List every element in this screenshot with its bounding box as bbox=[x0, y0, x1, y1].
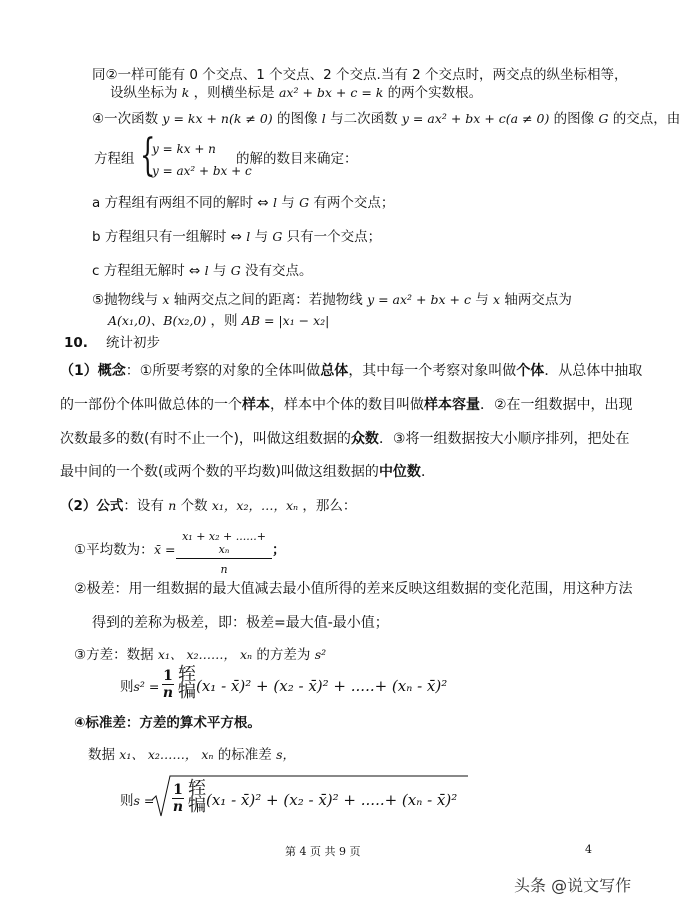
term-median: 中位数 bbox=[378, 464, 421, 480]
math-variance-lhs: s² = bbox=[133, 679, 160, 694]
text-line bbox=[92, 291, 572, 309]
left-brace: { bbox=[140, 130, 156, 181]
text-line: 的解的数目来确定： bbox=[236, 151, 358, 167]
text-fragment: ，其中每一个考察对象叫做 bbox=[348, 363, 517, 379]
text-fragment: ：①所要考察的对象的全体叫做 bbox=[125, 363, 321, 379]
math-n: n bbox=[168, 498, 177, 513]
math-std-lhs: s = bbox=[133, 793, 155, 808]
mean-numerator: x₁ + x₂ + ......+ xₙ bbox=[176, 530, 272, 559]
text-fragment: ．②在一组数据中，出现 bbox=[480, 397, 633, 413]
text-fragment: ，样本中个体的数目叫做 bbox=[270, 397, 424, 413]
text-line bbox=[108, 312, 329, 330]
text-fragment: ，则 bbox=[210, 313, 238, 329]
term-n: + .....+ (xₙ - x̄)² bbox=[343, 791, 458, 809]
garbled-bracket bbox=[188, 780, 206, 814]
text-fragment: ，则横坐标是 bbox=[193, 85, 275, 101]
math-parabola: y = ax² + bx + c bbox=[367, 292, 471, 307]
math-G: G bbox=[598, 111, 609, 126]
math-linear-function: y = kx + n(k ≠ 0) bbox=[162, 111, 273, 126]
text-fragment: 则 bbox=[120, 793, 134, 809]
term-n: + .....+ (xₙ - x̄)² bbox=[333, 677, 448, 695]
fraction-one-over-n bbox=[162, 668, 174, 701]
math-mean-symbol: x̄ = bbox=[154, 542, 176, 557]
text-line bbox=[60, 497, 356, 515]
text-fragment: ③方差：数据 bbox=[74, 647, 154, 663]
math-l: l bbox=[272, 195, 277, 210]
text-fragment: 的方差为 bbox=[256, 647, 311, 663]
fraction-numerator: 1 bbox=[163, 668, 173, 684]
system-equation-2: y = ax² + bx + c bbox=[152, 164, 252, 178]
section-title: 统计初步 bbox=[106, 335, 160, 351]
system-equation-1: y = kx + n bbox=[152, 142, 216, 156]
garbled-glyph: 犏 bbox=[178, 681, 196, 702]
math-quadratic-function: y = ax² + bx + c(a ≠ 0) bbox=[401, 111, 550, 126]
math-l: l bbox=[204, 263, 209, 278]
term-sample: 样本 bbox=[242, 397, 270, 413]
text-line bbox=[110, 84, 482, 102]
math-x: x bbox=[162, 292, 170, 307]
section-number: 10. bbox=[64, 335, 88, 351]
text-fragment: 个数 bbox=[180, 498, 208, 514]
text-fragment: 与二次函数 bbox=[330, 111, 398, 127]
math-x: x bbox=[493, 292, 501, 307]
text-fragment: 的标准差 bbox=[217, 747, 272, 763]
garbled-glyph: 轾 bbox=[178, 664, 196, 685]
text-fragment: 次数最多的数(有时不止一个)，叫做这组数据的 bbox=[60, 431, 351, 447]
text-line bbox=[88, 746, 295, 764]
text-line bbox=[60, 396, 633, 414]
fraction-denominator: n bbox=[162, 685, 174, 701]
text-line: ②极差：用一组数据的最大值减去最小值所得的差来反映这组数据的变化范围，用这种方法 bbox=[74, 581, 633, 597]
math-distance: AB = |x₁ − x₂| bbox=[241, 313, 330, 328]
mean-denominator: n bbox=[220, 563, 228, 576]
garbled-glyph: 犏 bbox=[188, 795, 206, 816]
math-data-list: x₁，x₂，…，xₙ bbox=[211, 498, 299, 513]
text-line bbox=[92, 110, 680, 128]
term-2: + (x₂ - x̄)² bbox=[256, 677, 329, 695]
term-1: (x₁ - x̄)² bbox=[206, 791, 262, 809]
text-fragment: 有两个交点； bbox=[313, 195, 395, 211]
term-sample-size: 样本容量 bbox=[424, 397, 480, 413]
text-fragment: ④一次函数 bbox=[92, 111, 159, 127]
std-terms bbox=[206, 791, 457, 809]
garbled-glyph: 轾 bbox=[188, 778, 206, 799]
text-fragment: ．从总体中抽取 bbox=[544, 363, 643, 379]
text-line bbox=[74, 646, 326, 664]
text-fragment: ． bbox=[420, 464, 435, 480]
text-line bbox=[92, 194, 394, 212]
fraction-one-over-n bbox=[172, 782, 184, 815]
fraction-numerator: 1 bbox=[173, 782, 183, 798]
math-l: l bbox=[246, 229, 251, 244]
text-fragment: 的两个实数根。 bbox=[387, 85, 483, 101]
formula-label: （2）公式 bbox=[60, 498, 124, 514]
variance-formula bbox=[120, 678, 159, 696]
page-number: 4 bbox=[585, 843, 592, 856]
text-line bbox=[60, 463, 435, 481]
text-fragment: c 方程组无解时 ⇔ bbox=[92, 263, 201, 279]
text-fragment: ⑤抛物线与 bbox=[92, 292, 159, 308]
semicolon: ； bbox=[272, 542, 286, 558]
text-fragment: b 方程组只有一组解时 ⇔ bbox=[92, 229, 242, 245]
text-fragment: 与 bbox=[281, 195, 295, 211]
text-fragment: ，那么： bbox=[302, 498, 357, 514]
term-mode: 众数 bbox=[350, 431, 379, 447]
math-s-squared: s² bbox=[314, 647, 327, 662]
math-G: G bbox=[299, 195, 310, 210]
text-fragment: 只有一个交点； bbox=[286, 229, 382, 245]
text-fragment: 设纵坐标为 bbox=[110, 85, 178, 101]
text-fragment: 的图像 bbox=[276, 111, 318, 127]
math-k: k bbox=[181, 85, 190, 100]
term-individual: 个体 bbox=[516, 363, 545, 379]
text-fragment: ．③将一组数据按大小顺序排列，把处在 bbox=[378, 431, 630, 447]
math-G: G bbox=[272, 229, 283, 244]
average-label: ①平均数为： bbox=[74, 542, 154, 558]
term-2: + (x₂ - x̄)² bbox=[266, 791, 339, 809]
text-fragment: 则 bbox=[120, 679, 134, 695]
text-line: 同②一样可能有 0 个交点、1 个交点、2 个交点.当有 2 个交点时，两交点的纵坐标相等， bbox=[92, 67, 628, 83]
page-footer: 第 4 页 共 9 页 bbox=[285, 845, 361, 858]
term-population: 总体 bbox=[320, 363, 349, 379]
text-fragment: 没有交点。 bbox=[245, 263, 313, 279]
term-1: (x₁ - x̄)² bbox=[196, 677, 252, 695]
text-fragment: 轴两交点为 bbox=[504, 292, 572, 308]
text-fragment: 与 bbox=[254, 229, 269, 245]
text-line: 得到的差称为极差，即：极差=最大值-最小值； bbox=[92, 615, 389, 631]
text-fragment: 最中间的一个数(或两个数的平均数)叫做这组数据的 bbox=[60, 464, 379, 480]
math-data-list: x₁、 x₂……， xₙ bbox=[119, 747, 214, 762]
fraction-denominator: n bbox=[172, 799, 184, 815]
math-data-list: x₁、 x₂……， xₙ bbox=[157, 647, 253, 662]
garbled-bracket bbox=[178, 666, 196, 700]
math-s: s， bbox=[276, 747, 295, 762]
text-fragment: a 方程组有两组不同的解时 ⇔ bbox=[92, 195, 269, 211]
text-fragment: 的一部份个体叫做总体的一个 bbox=[60, 397, 242, 413]
text-line bbox=[60, 362, 642, 380]
text-fragment: 轴两交点之间的距离：若抛物线 bbox=[173, 292, 363, 308]
text-fragment: 数据 bbox=[88, 747, 115, 763]
text-fragment: 与 bbox=[212, 263, 227, 279]
math-quadratic-equation: ax² + bx + c = k bbox=[278, 85, 384, 100]
math-G: G bbox=[230, 263, 241, 278]
concept-label: （1）概念 bbox=[60, 363, 126, 379]
text-fragment: 的图像 bbox=[553, 111, 595, 127]
text-fragment: 与 bbox=[475, 292, 489, 308]
std-title: ④标准差：方差的算术平方根。 bbox=[74, 715, 261, 731]
text-fragment: 的交点，由 bbox=[612, 111, 680, 127]
text-fragment: ：设有 bbox=[123, 498, 164, 514]
mean-fraction bbox=[176, 530, 272, 576]
watermark: 头条 @说文写作 bbox=[514, 876, 632, 895]
text-line bbox=[92, 228, 381, 246]
text-line bbox=[92, 262, 313, 280]
math-points: A(x₁,0)、B(x₂,0) bbox=[108, 313, 207, 328]
text-line bbox=[60, 430, 630, 448]
math-l: l bbox=[321, 111, 326, 126]
text-line: 方程组 bbox=[94, 151, 135, 167]
variance-terms bbox=[196, 677, 447, 695]
